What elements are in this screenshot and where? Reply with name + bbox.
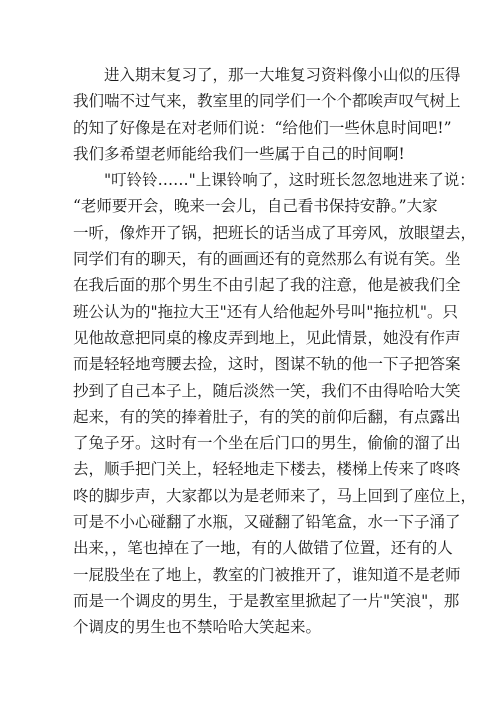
text-line: 出来，，笔也掉在了一地，有的人做错了位置，还有的人	[73, 539, 453, 558]
text-line: 而是一个调皮的男生，于是教室里掀起了一片"笑浪"，那	[73, 591, 460, 610]
text-line: "叮铃铃……"上课铃响了，这时班长忽忽地进来了说：	[104, 171, 475, 190]
text-line: 而是轻轻地弯腰去捡，这时，图谋不轨的他一下子把答案	[73, 355, 461, 374]
text-line: 的知了好像是在对老师们说：“给他们一些休息时间吧!”	[73, 118, 452, 137]
text-line: “老师要开会，晚来一会儿，自己看书保持安静。”大家	[73, 197, 438, 216]
paragraph-1	[73, 62, 460, 167]
text-line: 在我后面的那个男生不由引起了我的注意，他是被我们全	[73, 276, 461, 295]
text-line: 去，顺手把门关上，轻轻地走下楼去，楼梯上传来了咚咚	[73, 460, 461, 479]
text-line: 见他故意把同桌的橡皮弄到地上，见此情景，她没有作声	[73, 328, 461, 347]
text-line: 了兔子牙。这时有一个坐在后门口的男生，偷偷的溜了出	[73, 434, 461, 453]
text-line: 进入期末复习了，那一大堆复习资料像小山似的压得	[104, 66, 461, 84]
text-line: 个调皮的男生也不禁哈哈大笑起来。	[73, 618, 322, 637]
text-line: 一屁股坐在了地上，教室的门被推开了，谁知道不是老师	[73, 565, 461, 584]
text-line: 我们喘不过气来，教室里的同学们一个个都唉声叹气树上	[73, 92, 461, 111]
text-line: 咚的脚步声，大家都以为是老师来了，马上回到了座位上，	[73, 486, 477, 505]
text-line: 班公认为的"拖拉大王"还有人给他起外号叫"拖拉机"。只	[73, 302, 459, 321]
text-line: 起来，有的笑的捧着肚子，有的笑的前仰后翻，有点露出	[73, 407, 461, 426]
text-line: 可是不小心碰翻了水瓶，又碰翻了铅笔盒，水一下子涌了	[73, 513, 461, 532]
text-line: 同学们有的聊天，有的画画还有的竟然那么有说有笑。坐	[73, 250, 461, 269]
text-line: 抄到了自己本子上，随后淡然一笑，我们不由得哈哈大笑	[73, 381, 461, 400]
text-line: 我们多希望老师能给我们一些属于自己的时间啊!	[73, 144, 405, 163]
paragraph-2	[73, 167, 477, 640]
text-line: 一听，像炸开了锅，把班长的话当成了耳旁风，放眼望去，	[73, 223, 477, 242]
